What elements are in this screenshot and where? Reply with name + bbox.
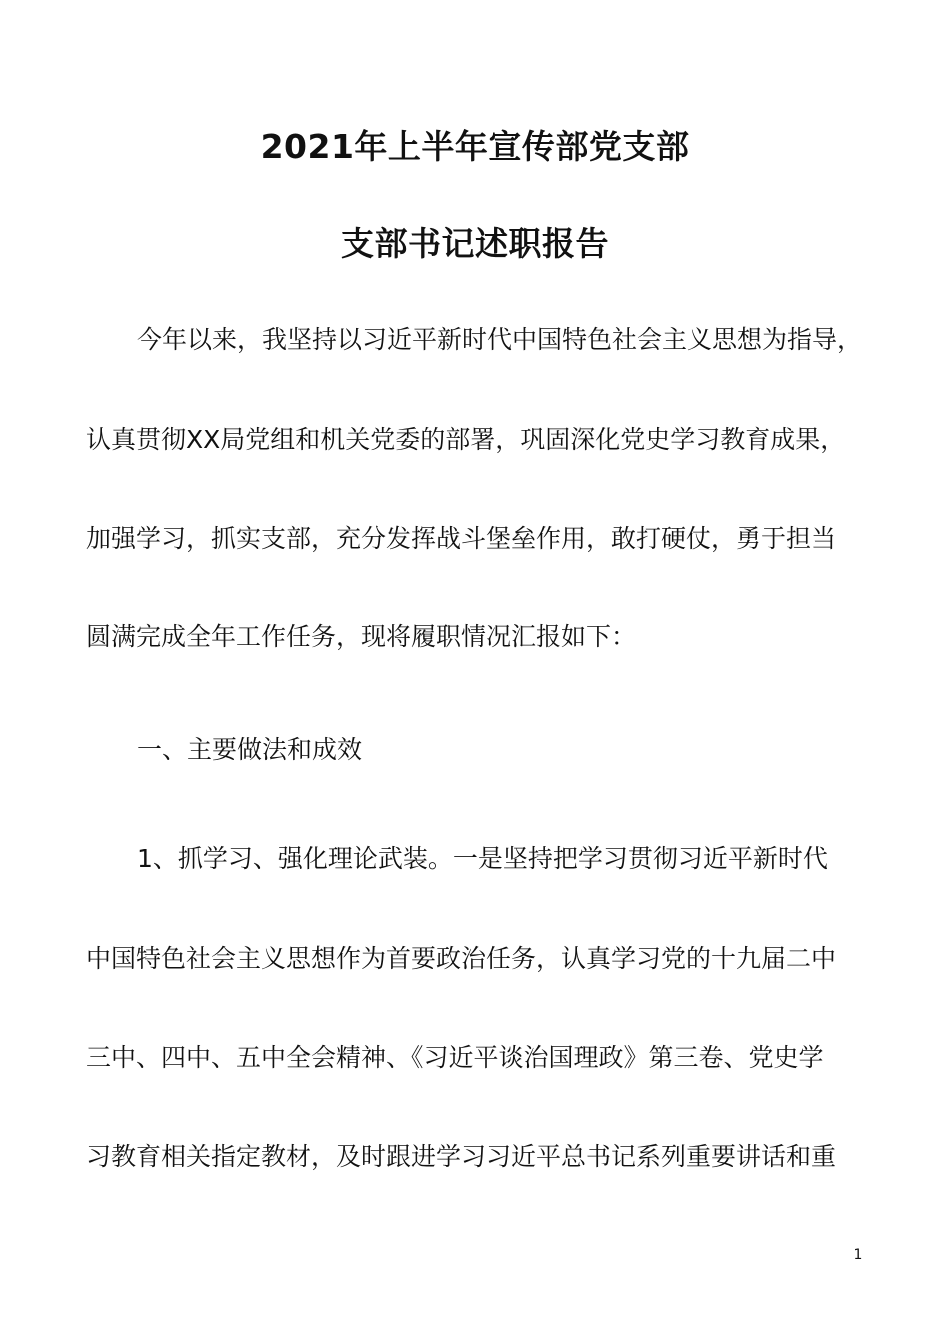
body-line-3: 加强学习，抓实支部，充分发挥战斗堡垒作用，敢打硬仗，勇于担当	[86, 524, 837, 553]
body-line-2: 认真贯彻XX局党组和机关党委的部署，巩固深化党史学习教育成果，	[86, 425, 846, 454]
document-title-line-2: 支部书记述职报告	[341, 224, 609, 263]
document-title-line-1: 2021年上半年宣传部党支部	[260, 127, 690, 166]
body-line-5: 1、抓学习、强化理论武装。一是坚持把学习贯彻习近平新时代	[137, 844, 828, 873]
body-line-7: 三中、四中、五中全会精神、《习近平谈治国理政》第三卷、党史学	[86, 1043, 824, 1072]
body-line-8: 习教育相关指定教材，及时跟进学习习近平总书记系列重要讲话和重	[86, 1142, 837, 1171]
body-line-4: 圆满完成全年工作任务，现将履职情况汇报如下：	[86, 622, 637, 651]
body-line-6: 中国特色社会主义思想作为首要政治任务，认真学习党的十九届二中	[86, 944, 837, 973]
body-line-1: 今年以来，我坚持以习近平新时代中国特色社会主义思想为指导，	[137, 325, 863, 354]
page-number: 1	[853, 1247, 863, 1263]
section-heading: 一、主要做法和成效	[137, 735, 363, 764]
